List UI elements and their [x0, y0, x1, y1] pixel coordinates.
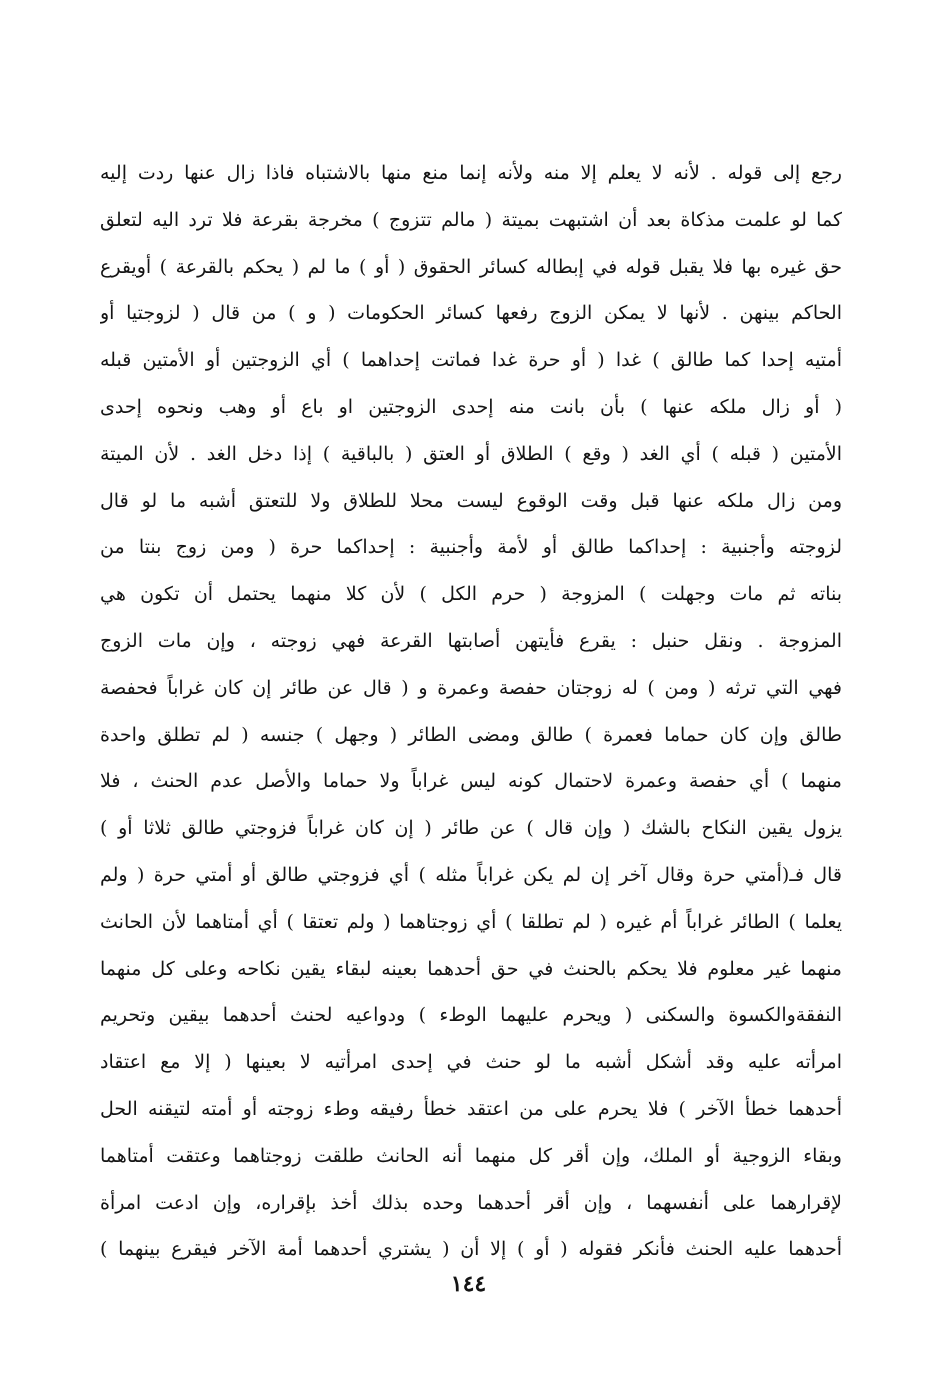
text-line: وبقاء الزوجية أو الملك، وإن أقر كل منهما أنه الحانث طلقت زوجتاهما وعتقت أمتاهما — [100, 1144, 842, 1167]
text-line: أحدهما عليه الحنث فأنكر فقوله ( أو ) إلا أن ( يشتري أحدهما أمة الآخر فيقرع بينهما ) — [100, 1238, 842, 1261]
text-line: قال فـ(أمتي حرة وقال آخر إن لم يكن غراباً مثله ) أي فزوجتي طالق أو أمتي حرة ( ولم — [100, 863, 842, 886]
text-line: بناته ثم مات وجهلت ) المزوجة ( حرم الكل ) لأن كلا منهما يحتمل أن تكون هي — [100, 583, 842, 606]
text-line: أحدهما خطأ الآخر ) فلا يحرم على من اعتقد خطأ رفيقه وطء زوجته أو أمته لتيقنه الحل — [100, 1097, 842, 1120]
text-line: حق غيره بها فلا يقبل قوله في إبطاله كسائر الحقوق ( أو ) ما لم ( يحكم بالقرعة ) أويقرع — [100, 255, 842, 278]
text-line: رجع إلى قوله . لأنه لا يعلم إلا منه ولأنه إنما منع منها بالاشتباه فاذا زال عنها ردت إليه — [100, 162, 842, 184]
text-line: أمتيه إحدا كما طالق ) غدا ( أو حرة غدا فماتت إحداهما ) أي الزوجتين أو الأمتين قبله — [100, 349, 842, 372]
page-number: ١٤٤ — [450, 1271, 487, 1297]
text-line: ( أو زال ملكه عنها ) بأن بانت منه إحدى الزوجتين او باع أو وهب ونحوه إحدى — [100, 395, 842, 418]
text-line: يزول يقين النكاح بالشك ( وإن قال ) عن طائر ( إن كان غراباً فزوجتي طالق ثلاثا أو ) — [100, 817, 842, 840]
text-line: امرأته عليه وقد أشكل أشبه ما لو حنث في إحدى امرأتيه لا بعينها ( إلا مع اعتقاد — [100, 1051, 842, 1074]
text-line: لإقرارهما على أنفسهما ، وإن أقر أحدهما وحده بذلك أخذ بإقراره، وإن ادعت امرأة — [100, 1191, 842, 1214]
text-line: الحاكم بينهن . لأنها لا يمكن الزوج رفعها كسائر الحكومات ( و ) من قال ( لزوجتيا أو — [100, 302, 842, 325]
body-text — [100, 150, 842, 1273]
text-line: منهما ) أي حفصة وعمرة لاحتمال كونه ليس غراباً ولا حماما والأصل عدم الحنث ، فلا — [100, 770, 842, 793]
text-line: منهما غير معلوم فلا يحكم بالحنث في حق أحدهما بعينه لبقاء يقين نكاحه وعلى كل منهما — [100, 957, 842, 980]
text-line: النفقةوالكسوة والسكنى ( ويحرم عليهما الوطء ) ودواعيه لحنث أحدهما بيقين وتحريم — [100, 1004, 842, 1027]
text-line: يعلما ) الطائر غراباً أم غيره ( لم تطلقا ) أي زوجتاهما ( ولم تعتقا ) أي أمتاهما لأن الحانث — [100, 910, 842, 933]
text-line: لزوجته وأجنبية : إحداكما طالق أو لأمة وأجنبية : إحداكما حرة ( ومن زوج بنتا من — [100, 536, 842, 559]
text-line: طالق وإن كان حماما فعمرة ) طالق ومضى الطائر ( وجهل ) جنسه ( لم تطلق واحدة — [100, 723, 842, 746]
text-line: كما لو علمت مذكاة بعد أن اشتبهت بميتة ( مالم تتزوج ) مخرجة بقرعة فلا ترد اليه لتعلق — [100, 208, 842, 231]
text-line: المزوجة . ونقل حنبل : يقرع فأيتهن أصابتها القرعة فهي زوجته ، وإن مات الزوج — [100, 629, 842, 652]
text-line: ومن زال ملكه عنها قبل وقت الوقوع ليست محلا للطلاق ولا للتعتق أشبه ما لو قال — [100, 489, 842, 512]
text-line: فهي التي ترثه ( ومن ) له زوجتان حفصة وعمرة و ( قال عن طائر إن كان غراباً فحفصة — [100, 676, 842, 699]
text-line: الأمتين ( قبله ) أي الغد ( وقع ) الطلاق أو العتق ( بالباقية ) إذا دخل الغد . لأن الميتة — [100, 442, 842, 465]
